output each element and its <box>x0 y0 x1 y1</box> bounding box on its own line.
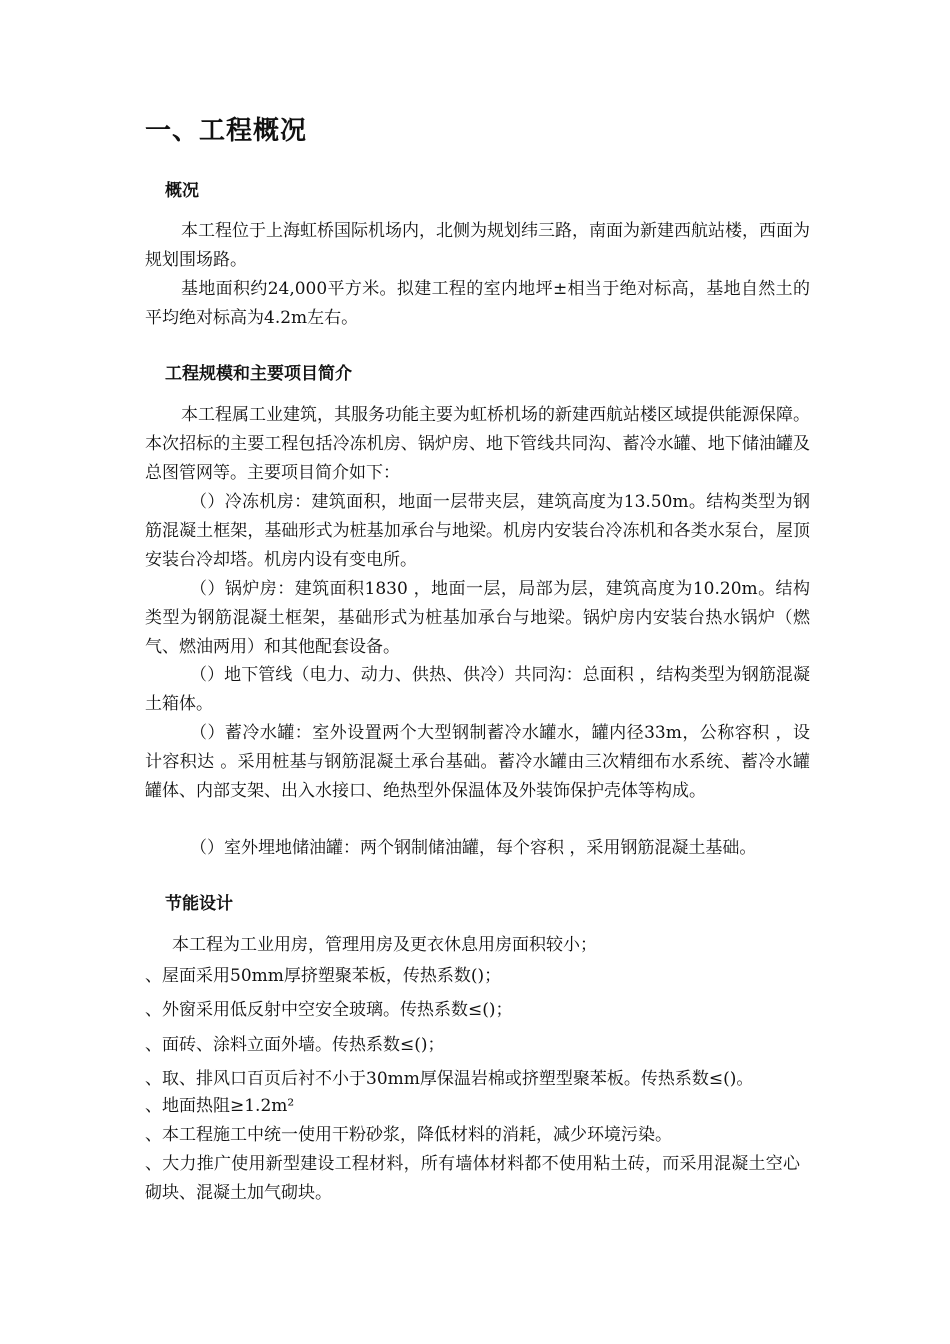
paragraph: 本工程位于上海虹桥国际机场内，北侧为规划纬三路，南面为新建西航站楼，西面为规划围场路。 <box>145 221 810 270</box>
section-heading-scale: 工程规模和主要项目简介 <box>165 364 352 384</box>
paragraph: 基地面积约24,000平方米。拟建工程的室内地坪±相当于绝对标高，基地自然土的平均绝对标高为4.2m左右。 <box>145 279 810 328</box>
list-item: 、大力推广使用新型建设工程材料，所有墙体材料都不使用粘土砖，而采用混凝土空心砌块、混凝土加气砌块。 <box>145 1154 800 1203</box>
list-item: 、面砖、涂料立面外墙。传热系数≤()； <box>145 1035 445 1055</box>
paragraph: 本工程为工业用房，管理用房及更衣休息用房面积较小； <box>172 935 597 955</box>
paragraph: （）锅炉房：建筑面积1830 ，地面一层，局部为层，建筑高度为10.20m。结构类型为钢筋混凝土框架，基础形式为桩基加承台与地梁。锅炉房内安装台热水锅炉（燃气、燃油两用）和其他配套设备。 <box>145 579 810 657</box>
section-heading-energy: 节能设计 <box>165 894 233 914</box>
list-item: 、外窗采用低反射中空安全玻璃。传热系数≤()； <box>145 1000 513 1020</box>
list-item: 、屋面采用50mm厚挤塑聚苯板，传热系数()； <box>145 966 502 986</box>
section-heading-overview: 概况 <box>165 181 199 201</box>
paragraph: （）蓄冷水罐：室外设置两个大型钢制蓄冷水罐水，罐内径33m，公称容积 ，设计容积达 。采用桩基与钢筋混凝土承台基础。蓄冷水罐由三次精细布水系统、蓄冷水罐罐体、内部支架、出入水接口、绝热型外保温体及外装饰保护壳体等构成。 <box>145 723 810 801</box>
list-item: 、取、排风口百页后衬不小于30mm厚保温岩棉或挤塑型聚苯板。传热系数≤()。 <box>145 1069 754 1089</box>
paragraph: （）冷冻机房：建筑面积，地面一层带夹层，建筑高度为13.50m。结构类型为钢筋混凝土框架，基础形式为桩基加承台与地梁。机房内安装台冷冻机和各类水泵台，屋顶安装台冷却塔。机房内设有变电所。 <box>145 492 810 570</box>
page-title: 一、工程概况 <box>145 116 308 146</box>
paragraph: （）地下管线（电力、动力、供热、供冷）共同沟：总面积 ，结构类型为钢筋混凝土箱体。 <box>145 665 810 714</box>
list-item: 、本工程施工中统一使用干粉砂浆，降低材料的消耗，减少环境污染。 <box>145 1125 672 1145</box>
list-item: 、地面热阻≥1.2m² <box>145 1096 295 1116</box>
paragraph: （）室外埋地储油罐：两个钢制储油罐，每个容积 ，采用钢筋混凝土基础。 <box>190 838 757 858</box>
paragraph: 本工程属工业建筑，其服务功能主要为虹桥机场的新建西航站楼区域提供能源保障。本次招标的主要工程包括冷冻机房、锅炉房、地下管线共同沟、蓄冷水罐、地下储油罐及总图管网等。主要项目简介如下： <box>145 405 810 483</box>
